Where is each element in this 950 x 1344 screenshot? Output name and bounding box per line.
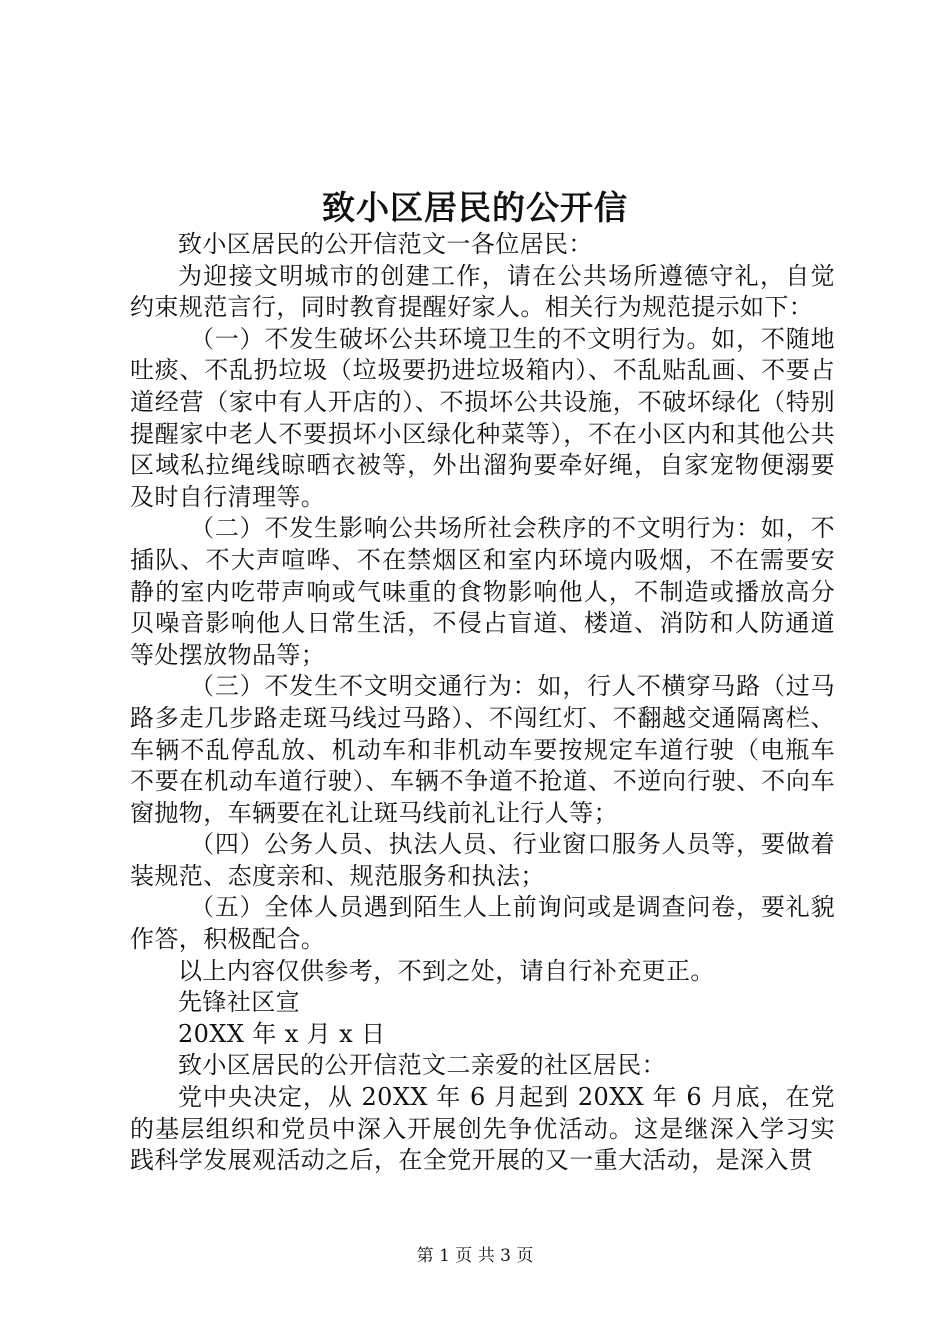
paragraph-item-4: （四）公务人员、执法人员、行业窗口服务人员等，要做着装规范、态度亲和、规范服务和执法； xyxy=(130,830,835,890)
paragraph-item-5: （五）全体人员遇到陌生人上前询问或是调查问卷，要礼貌作答，积极配合。 xyxy=(130,893,835,954)
paragraph-greeting-2: 致小区居民的公开信范文二亲爱的社区居民： xyxy=(178,1051,666,1080)
paragraph-item-3: （三）不发生不文明交通行为：如，行人不横穿马路（过马路多走几步路走斑马线过马路）、不闯红灯、不翻越交通隔离栏、车辆不乱停乱放、机动车和非机动车要按规定车道行驶（电瓶车不要在机动车道行驶）、车辆不争道不抢道、不逆向行驶、不向车窗抛物，车辆要在礼让斑马线前礼让行人等； xyxy=(130,672,835,827)
page-footer: 第 1 页 共 3 页 xyxy=(416,1246,534,1266)
paragraph-item-1: （一）不发生破坏公共环境卫生的不文明行为。如，不随地吐痰、不乱扔垃圾（垃圾要扔进垃圾箱内）、不乱贴乱画、不要占道经营（家中有人开店的）、不损坏公共设施，不破坏绿化（特别提醒家中老人不要损坏小区绿化种菜等），不在小区内和其他公共区域私拉绳线晾晒衣被等，外出溜狗要牵好绳，自家宠物便溺要及时自行清理等。 xyxy=(130,324,835,511)
paragraph-signature: 先锋社区宣 xyxy=(178,988,300,1017)
paragraph-greeting: 致小区居民的公开信范文一各位居民： xyxy=(178,230,593,258)
paragraph-body-2: 党中央决定，从 20XX 年 6 月起到 20XX 年 6 月底，在党的基层组织和党员中深入开展创先争优活动。这是继深入学习实践科学发展观活动之后，在全党开展的又一重大活动，是深入贯 xyxy=(130,1083,835,1175)
document-title: 致小区居民的公开信 xyxy=(322,188,628,227)
paragraph-date: 20XX 年 x 月 x 日 xyxy=(178,1019,386,1048)
paragraph-item-2: （二）不发生影响公共场所社会秩序的不文明行为：如，不插队、不大声喧哗、不在禁烟区和室内环境内吸烟，不在需要安静的室内吃带声响或气味重的食物影响他人，不制造或播放高分贝噪音影响他人日常生活，不侵占盲道、楼道、消防和人防通道等处摆放物品等； xyxy=(130,514,835,669)
paragraph-intro: 为迎接文明城市的创建工作，请在公共场所遵德守礼，自觉约束规范言行，同时教育提醒好家人。相关行为规范提示如下： xyxy=(130,261,835,322)
paragraph-note: 以上内容仅供参考，不到之处，请自行补充更正。 xyxy=(178,956,715,985)
document-body xyxy=(130,229,835,1177)
